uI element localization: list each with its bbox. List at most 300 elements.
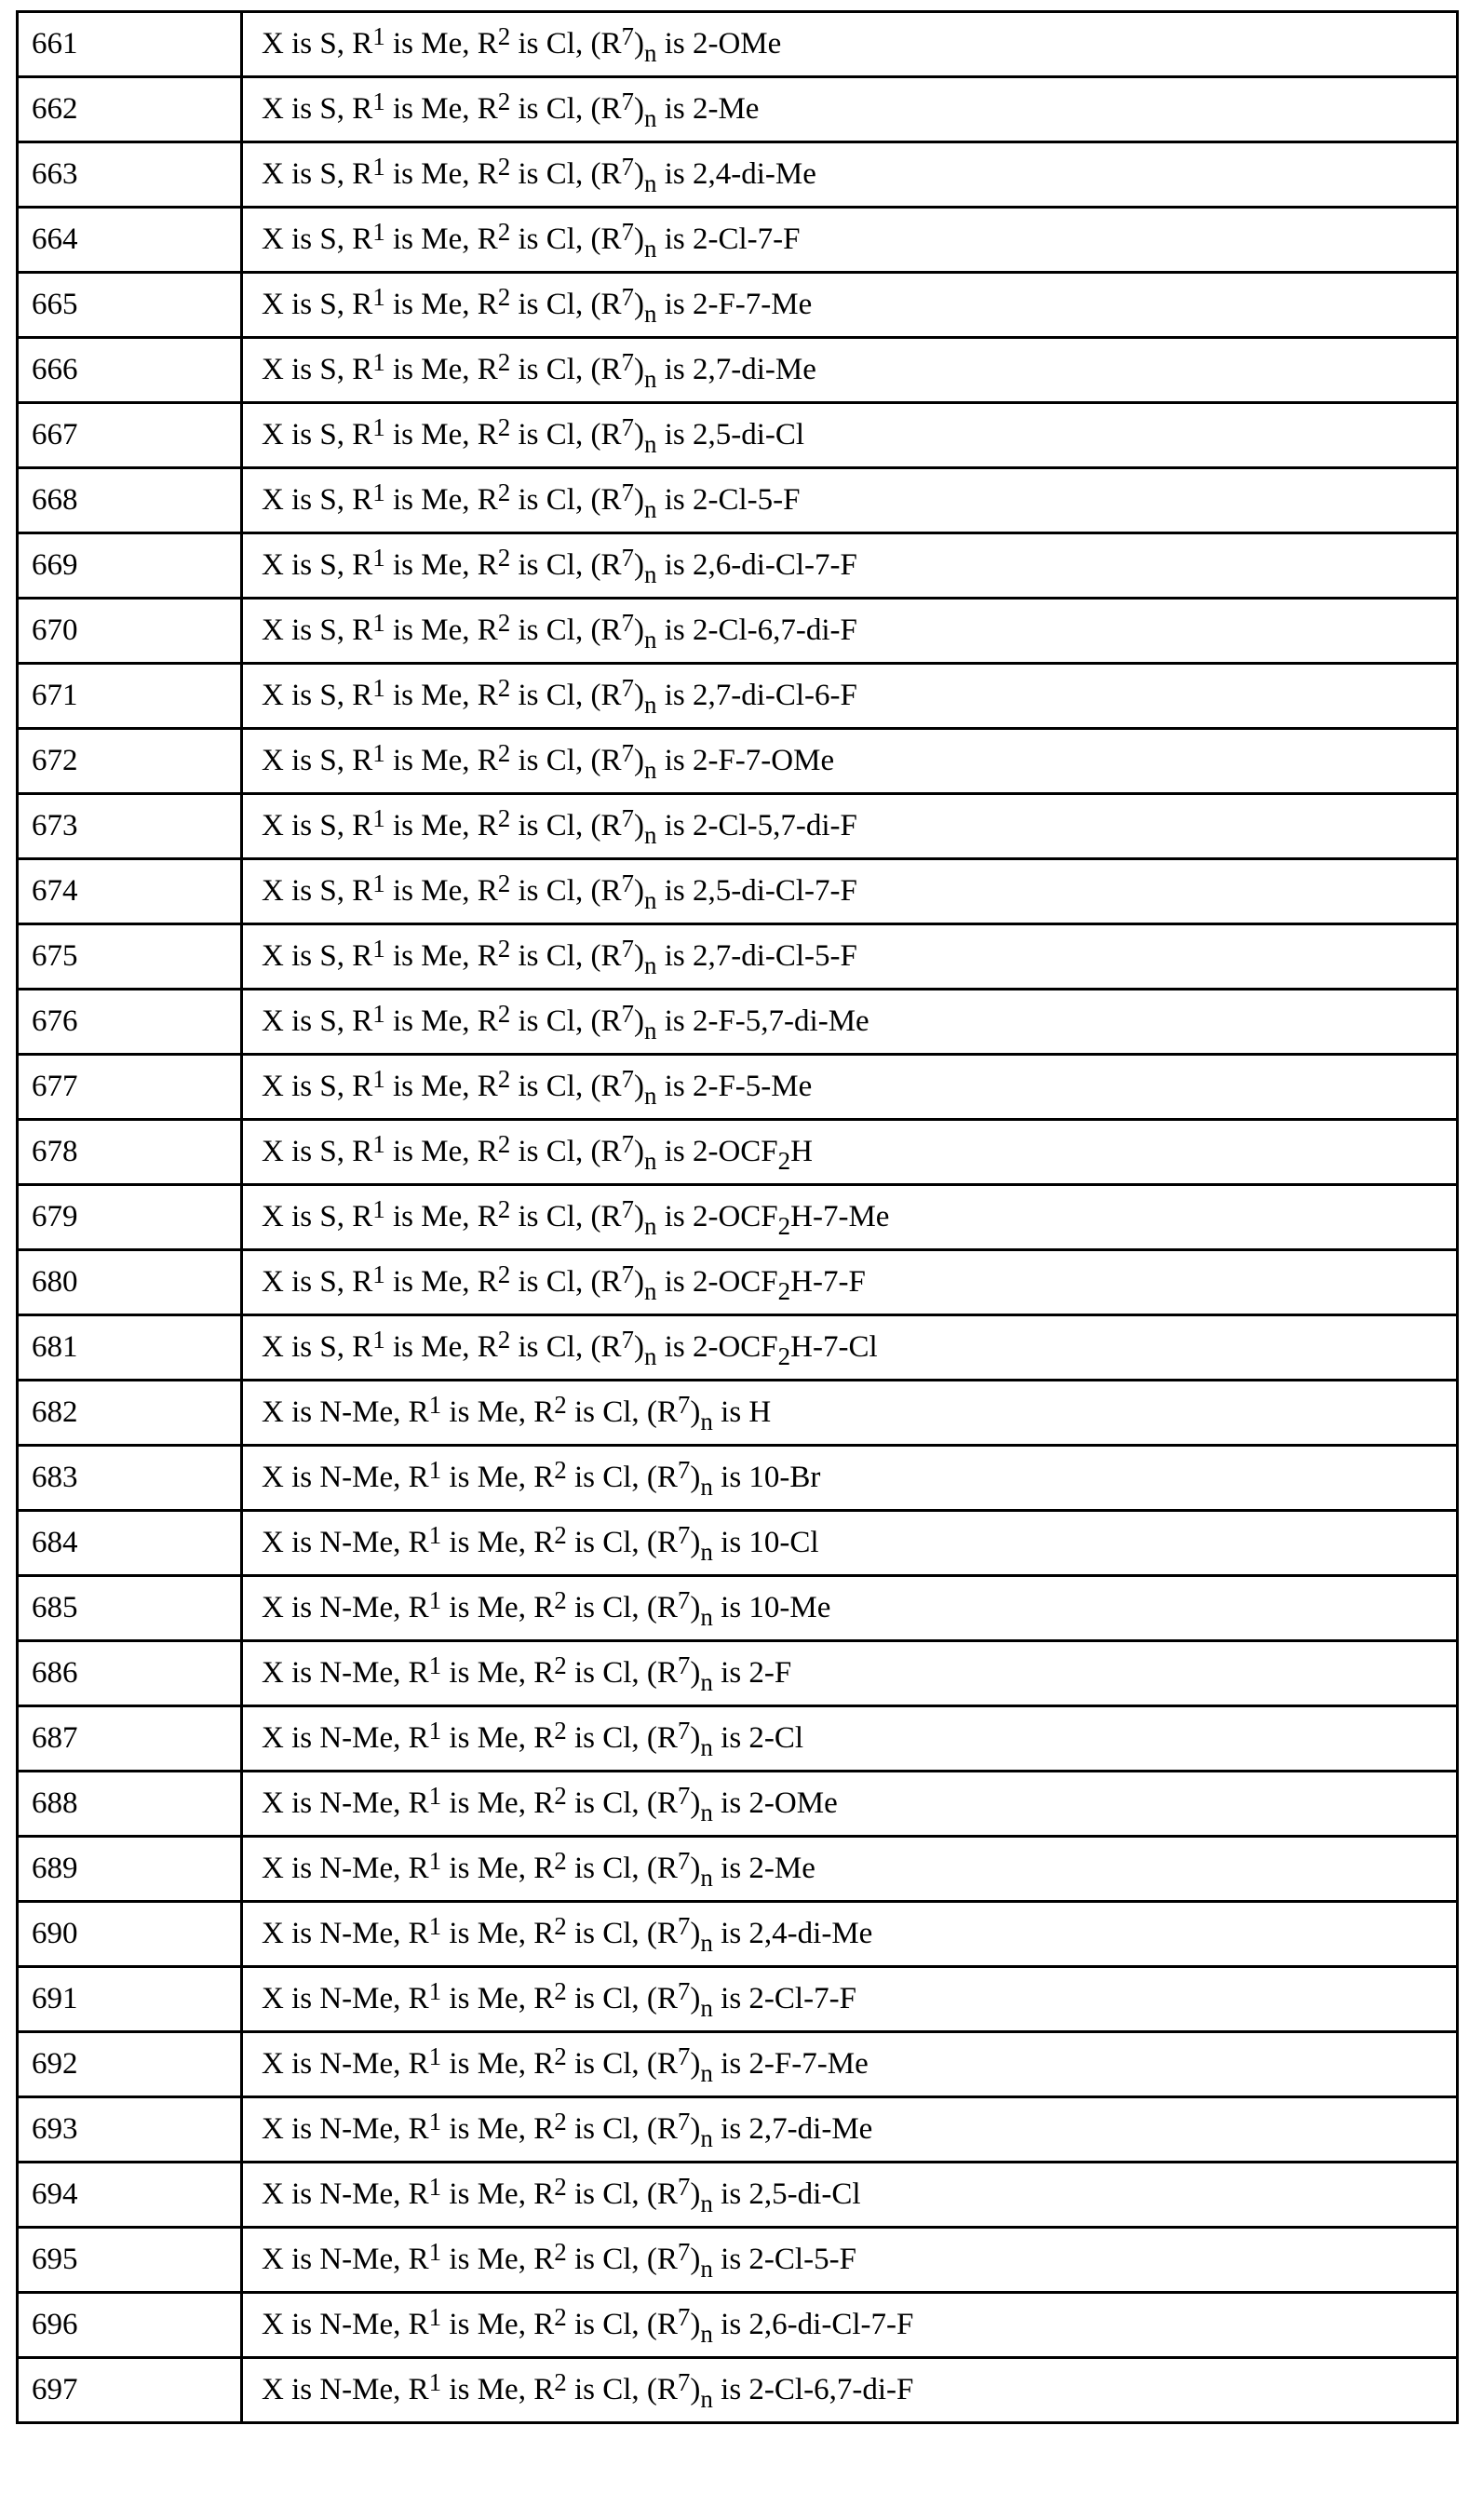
- r7-value: 2-Me: [693, 92, 759, 126]
- label-is: is: [656, 1135, 693, 1168]
- r7-value: H-7-Me: [790, 1200, 889, 1233]
- label-is: is: [656, 222, 693, 256]
- r1-value: Me: [478, 1461, 519, 1494]
- r1-value: Me: [478, 1852, 519, 1885]
- label-is: is: [510, 1330, 546, 1364]
- substituent-description-cell: [242, 1185, 1458, 1250]
- label-r7-close: ): [634, 1200, 644, 1233]
- label-x-is: X is: [262, 1200, 319, 1233]
- r2-value: Cl: [602, 1721, 631, 1755]
- separator: ,: [462, 809, 478, 842]
- r2-value: Cl: [546, 1330, 575, 1364]
- r2-value: Cl: [546, 288, 575, 321]
- label-is: is: [385, 1135, 422, 1168]
- r7-subscript-n: n: [644, 1342, 657, 1370]
- separator: ,: [631, 1591, 647, 1624]
- label-x-is: X is: [262, 1330, 319, 1364]
- separator: ,: [575, 613, 591, 647]
- label-r7-open: (R: [647, 1395, 678, 1429]
- r7-superscript: 7: [678, 1977, 691, 2005]
- label-is: is: [567, 2243, 603, 2276]
- label-r: R: [478, 1265, 498, 1299]
- separator: ,: [575, 1135, 591, 1168]
- separator: ,: [462, 1200, 478, 1233]
- r2-value: Cl: [546, 353, 575, 386]
- r2-value: Cl: [546, 1070, 575, 1103]
- label-is: is: [567, 2373, 603, 2406]
- compound-number-cell: [18, 2097, 242, 2163]
- label-r7-close: ): [690, 2177, 700, 2211]
- label-is: is: [441, 1526, 478, 1559]
- label-is: is: [385, 483, 422, 517]
- table-row: [18, 2032, 1458, 2097]
- separator: ,: [575, 1004, 591, 1038]
- r1-superscript: 1: [429, 1717, 442, 1745]
- separator: ,: [337, 809, 353, 842]
- label-x-is: X is: [262, 1070, 319, 1103]
- r7-value: 2-Cl: [748, 1721, 803, 1755]
- separator: ,: [462, 744, 478, 777]
- r1-superscript: 1: [429, 2173, 442, 2201]
- label-r7-close: ): [690, 1852, 700, 1885]
- r7-subscript-n: n: [700, 1408, 713, 1435]
- substituent-description-cell: [242, 1315, 1458, 1381]
- label-is: is: [713, 1656, 749, 1690]
- r1-value: Me: [478, 2308, 519, 2341]
- separator: ,: [462, 288, 478, 321]
- separator: ,: [575, 548, 591, 582]
- label-is: is: [656, 1004, 693, 1038]
- r1-value: Me: [478, 1982, 519, 2015]
- substituent-description-cell: [242, 12, 1458, 77]
- table-row: [18, 142, 1458, 208]
- r7-superscript: 7: [678, 1912, 691, 1940]
- compound-number: 674: [32, 874, 78, 908]
- label-is: is: [441, 1982, 478, 2015]
- r2-value: Cl: [546, 222, 575, 256]
- label-r: R: [352, 288, 372, 321]
- separator: ,: [519, 1917, 534, 1950]
- r2-value: Cl: [546, 548, 575, 582]
- compound-number-cell: [18, 142, 242, 208]
- label-is: is: [441, 1461, 478, 1494]
- table-row: [18, 729, 1458, 794]
- x-value: S: [319, 418, 336, 451]
- r7-subscript-n: n: [644, 626, 657, 654]
- label-is: is: [441, 1917, 478, 1950]
- label-x-is: X is: [262, 1004, 319, 1038]
- r7-subscript-n: n: [644, 430, 657, 458]
- r1-superscript: 1: [429, 1651, 442, 1679]
- separator: ,: [575, 288, 591, 321]
- r7-subscript-n: n: [700, 1864, 713, 1892]
- substituent-description-cell: [242, 2097, 1458, 2163]
- r1-superscript: 1: [429, 2238, 442, 2266]
- label-r: R: [352, 27, 372, 61]
- r1-superscript: 1: [429, 1586, 442, 1614]
- label-r7-open: (R: [647, 2243, 678, 2276]
- r1-superscript: 1: [372, 1130, 385, 1158]
- label-r: R: [478, 1200, 498, 1233]
- compound-number: 684: [32, 1526, 78, 1559]
- r7-superscript: 7: [678, 2368, 691, 2396]
- label-is: is: [656, 157, 693, 191]
- label-r7-open: (R: [590, 1330, 621, 1364]
- separator: ,: [462, 939, 478, 973]
- label-x-is: X is: [262, 2047, 319, 2081]
- r7-superscript: 7: [621, 804, 634, 832]
- label-r7-close: ): [690, 2373, 700, 2406]
- compound-number: 663: [32, 157, 78, 191]
- r1-superscript: 1: [429, 2368, 442, 2396]
- label-r7-close: ): [634, 418, 644, 451]
- r7-subscript-n: n: [644, 691, 657, 719]
- substituent-description-cell: [242, 1772, 1458, 1837]
- label-r7-close: ): [690, 1786, 700, 1820]
- r1-value: Me: [478, 1917, 519, 1950]
- label-r: R: [533, 1852, 554, 1885]
- label-r7-open: (R: [590, 1200, 621, 1233]
- label-r7-open: (R: [590, 1265, 621, 1299]
- separator: ,: [519, 2177, 534, 2211]
- label-r7-open: (R: [590, 744, 621, 777]
- label-r7-open: (R: [647, 1721, 678, 1755]
- label-is: is: [713, 2373, 749, 2406]
- label-is: is: [656, 939, 693, 973]
- r7-superscript: 7: [621, 1065, 634, 1093]
- r2-superscript: 2: [498, 1260, 511, 1288]
- r1-value: Me: [421, 809, 462, 842]
- label-is: is: [656, 809, 693, 842]
- table-row: [18, 599, 1458, 664]
- label-r7-close: ): [690, 2112, 700, 2146]
- label-is: is: [656, 1200, 693, 1233]
- label-r7-close: ): [690, 2308, 700, 2341]
- r7-subscript-n: n: [700, 2059, 713, 2087]
- label-x-is: X is: [262, 679, 319, 712]
- r7-value: 2-Cl-7-F: [693, 222, 801, 256]
- separator: ,: [337, 548, 353, 582]
- compound-number: 683: [32, 1461, 78, 1494]
- r1-value: Me: [478, 2112, 519, 2146]
- r2-superscript: 2: [554, 1391, 567, 1419]
- r2-superscript: 2: [498, 88, 511, 115]
- r1-value: Me: [478, 1786, 519, 1820]
- r7-value: 2-F: [748, 1656, 791, 1690]
- r7-superscript: 7: [621, 22, 634, 50]
- label-r7-close: ): [690, 2243, 700, 2276]
- table-row: [18, 1055, 1458, 1120]
- label-is: is: [713, 2112, 749, 2146]
- separator: ,: [337, 1265, 353, 1299]
- label-r: R: [409, 1395, 429, 1429]
- r1-superscript: 1: [429, 1456, 442, 1484]
- x-value: N-Me: [319, 2047, 393, 2081]
- separator: ,: [631, 1917, 647, 1950]
- label-r7-open: (R: [590, 1070, 621, 1103]
- r2-value: Cl: [602, 2308, 631, 2341]
- label-r: R: [533, 1591, 554, 1624]
- label-is: is: [385, 92, 422, 126]
- label-r: R: [352, 92, 372, 126]
- compound-number-cell: [18, 859, 242, 924]
- r7-value: 10-Me: [748, 1591, 830, 1624]
- r2-superscript: 2: [554, 1521, 567, 1549]
- separator: ,: [519, 2373, 534, 2406]
- label-x-is: X is: [262, 2308, 319, 2341]
- compound-number: 678: [32, 1135, 78, 1168]
- separator: ,: [631, 2047, 647, 2081]
- substituent-description-cell: [242, 1641, 1458, 1706]
- separator: ,: [462, 548, 478, 582]
- r1-value: Me: [421, 418, 462, 451]
- substituent-description-cell: [242, 338, 1458, 403]
- compound-number-cell: [18, 1446, 242, 1511]
- compound-number: 686: [32, 1656, 78, 1690]
- compound-number-cell: [18, 1120, 242, 1185]
- r2-value: Cl: [546, 1004, 575, 1038]
- r1-superscript: 1: [372, 88, 385, 115]
- substituent-description-cell: [242, 208, 1458, 273]
- compound-number: 690: [32, 1917, 78, 1950]
- r7-value: 2,5-di-Cl-7-F: [693, 874, 857, 908]
- table-row: [18, 468, 1458, 533]
- r7-superscript: 7: [678, 2042, 691, 2070]
- compound-table-body: [18, 12, 1458, 2423]
- r2-value: Cl: [602, 1982, 631, 2015]
- label-r7-close: ): [634, 744, 644, 777]
- r1-value: Me: [478, 2373, 519, 2406]
- r1-value: Me: [421, 1135, 462, 1168]
- label-r7-close: ): [690, 1721, 700, 1755]
- separator: ,: [337, 27, 353, 61]
- r2-superscript: 2: [498, 283, 511, 311]
- r7-value: H-7-Cl: [790, 1330, 878, 1364]
- r1-value: Me: [421, 92, 462, 126]
- label-r7-close: ): [690, 1656, 700, 1690]
- r2-superscript: 2: [554, 2368, 567, 2396]
- r2-value: Cl: [546, 744, 575, 777]
- x-value: S: [319, 92, 336, 126]
- substituent-description-cell: [242, 2358, 1458, 2423]
- label-is: is: [713, 2243, 749, 2276]
- label-r: R: [478, 27, 498, 61]
- label-r: R: [478, 157, 498, 191]
- separator: ,: [337, 744, 353, 777]
- r2-value: Cl: [602, 2243, 631, 2276]
- r7-subscript-n: n: [700, 1799, 713, 1826]
- x-value: S: [319, 1330, 336, 1364]
- separator: ,: [393, 2243, 409, 2276]
- separator: ,: [393, 1461, 409, 1494]
- compound-number-cell: [18, 338, 242, 403]
- label-is: is: [567, 2308, 603, 2341]
- x-value: S: [319, 1070, 336, 1103]
- label-is: is: [385, 353, 422, 386]
- r1-value: Me: [421, 157, 462, 191]
- substituent-description-cell: [242, 729, 1458, 794]
- label-is: is: [510, 288, 546, 321]
- r1-value: Me: [421, 874, 462, 908]
- x-value: S: [319, 548, 336, 582]
- label-is: is: [510, 483, 546, 517]
- separator: ,: [337, 939, 353, 973]
- x-value: N-Me: [319, 2373, 393, 2406]
- separator: ,: [575, 1070, 591, 1103]
- substituent-description-cell: [242, 599, 1458, 664]
- r2-value: Cl: [602, 1917, 631, 1950]
- substituent-description-cell: [242, 533, 1458, 599]
- r7-value: 2-Cl-5-F: [748, 2243, 856, 2276]
- label-r7-open: (R: [590, 613, 621, 647]
- r7-value: 2-F-7-Me: [693, 288, 812, 321]
- label-r: R: [352, 222, 372, 256]
- label-x-is: X is: [262, 418, 319, 451]
- label-is: is: [713, 1852, 749, 1885]
- label-r7-close: ): [634, 1265, 644, 1299]
- r7-subscript-n: n: [644, 1277, 657, 1305]
- label-r7-close: ): [634, 1070, 644, 1103]
- compound-number-cell: [18, 2358, 242, 2423]
- label-x-is: X is: [262, 1135, 319, 1168]
- label-r7-close: ): [690, 1591, 700, 1624]
- r7-value: 2,7-di-Me: [748, 2112, 872, 2146]
- r1-superscript: 1: [429, 2108, 442, 2136]
- label-r: R: [533, 1526, 554, 1559]
- compound-number-cell: [18, 1706, 242, 1772]
- r7-superscript: 7: [678, 1456, 691, 1484]
- separator: ,: [519, 1982, 534, 2015]
- separator: ,: [393, 2047, 409, 2081]
- substituent-description-cell: [242, 2032, 1458, 2097]
- label-is: is: [713, 1591, 749, 1624]
- label-r: R: [478, 92, 498, 126]
- r7-superscript: 7: [678, 2303, 691, 2331]
- r1-value: Me: [478, 1656, 519, 1690]
- separator: ,: [337, 1135, 353, 1168]
- label-r7-open: (R: [647, 1461, 678, 1494]
- r7-superscript: 7: [678, 1847, 691, 1875]
- label-x-is: X is: [262, 613, 319, 647]
- r7-superscript: 7: [621, 609, 634, 637]
- label-is: is: [510, 1200, 546, 1233]
- label-is: is: [385, 548, 422, 582]
- compound-number-cell: [18, 468, 242, 533]
- r7-value: 2-OCF: [693, 1330, 778, 1364]
- r7-superscript: 7: [678, 2238, 691, 2266]
- r7-subscript-n: n: [700, 2385, 713, 2413]
- label-r7-close: ): [690, 2047, 700, 2081]
- r2-superscript: 2: [498, 804, 511, 832]
- substituent-description-cell: [242, 664, 1458, 729]
- r1-superscript: 1: [372, 283, 385, 311]
- x-value: S: [319, 744, 336, 777]
- r1-value: Me: [421, 1265, 462, 1299]
- label-is: is: [713, 1461, 749, 1494]
- label-is: is: [567, 1656, 603, 1690]
- substituent-description-cell: [242, 1902, 1458, 1967]
- label-is: is: [385, 222, 422, 256]
- substituent-description-cell: [242, 2228, 1458, 2293]
- r1-superscript: 1: [372, 804, 385, 832]
- x-value: S: [319, 939, 336, 973]
- compound-number: 681: [32, 1330, 78, 1364]
- compound-number-cell: [18, 1250, 242, 1315]
- r2-value: Cl: [602, 2177, 631, 2211]
- separator: ,: [462, 874, 478, 908]
- label-is: is: [385, 679, 422, 712]
- r7-subscript-n: n: [700, 1668, 713, 1696]
- label-r7-close: ): [634, 353, 644, 386]
- separator: ,: [462, 353, 478, 386]
- table-row: [18, 208, 1458, 273]
- label-is: is: [656, 1265, 693, 1299]
- table-row: [18, 2163, 1458, 2228]
- separator: ,: [631, 1786, 647, 1820]
- label-is: is: [567, 1395, 603, 1429]
- label-r: R: [478, 288, 498, 321]
- x-value: S: [319, 27, 336, 61]
- x-value: N-Me: [319, 1721, 393, 1755]
- label-r: R: [533, 1786, 554, 1820]
- label-is: is: [656, 27, 693, 61]
- compound-number: 679: [32, 1200, 78, 1233]
- label-r: R: [352, 1135, 372, 1168]
- compound-number: 692: [32, 2047, 78, 2081]
- label-r7-open: (R: [590, 418, 621, 451]
- compound-number: 697: [32, 2373, 78, 2406]
- separator: ,: [462, 1330, 478, 1364]
- label-is: is: [510, 809, 546, 842]
- label-is: is: [713, 1786, 749, 1820]
- r7-subscript-n: n: [644, 104, 657, 132]
- separator: ,: [575, 679, 591, 712]
- r2-superscript: 2: [554, 2303, 567, 2331]
- label-is: is: [510, 939, 546, 973]
- label-is: is: [510, 1070, 546, 1103]
- separator: ,: [519, 2112, 534, 2146]
- r2-value: Cl: [546, 613, 575, 647]
- r7-value: 2-F-7-OMe: [693, 744, 834, 777]
- label-is: is: [567, 1917, 603, 1950]
- label-r: R: [478, 613, 498, 647]
- r1-superscript: 1: [372, 1260, 385, 1288]
- r7-subscript-n: n: [700, 2124, 713, 2152]
- r1-superscript: 1: [372, 869, 385, 897]
- table-row: [18, 1772, 1458, 1837]
- label-r7-close: ): [634, 874, 644, 908]
- separator: ,: [337, 1200, 353, 1233]
- separator: ,: [393, 2373, 409, 2406]
- compound-number-cell: [18, 208, 242, 273]
- label-r: R: [352, 1004, 372, 1038]
- r2-value: Cl: [602, 1786, 631, 1820]
- label-x-is: X is: [262, 1265, 319, 1299]
- r7-value-subscript: 2: [778, 1342, 791, 1370]
- r1-superscript: 1: [372, 22, 385, 50]
- label-r7-close: ): [690, 1982, 700, 2015]
- label-r7-open: (R: [590, 157, 621, 191]
- label-r: R: [533, 2308, 554, 2341]
- separator: ,: [462, 1135, 478, 1168]
- compound-number: 695: [32, 2243, 78, 2276]
- r1-superscript: 1: [372, 609, 385, 637]
- r7-subscript-n: n: [644, 1147, 657, 1175]
- table-row: [18, 1706, 1458, 1772]
- compound-number-cell: [18, 664, 242, 729]
- label-x-is: X is: [262, 744, 319, 777]
- separator: ,: [519, 1852, 534, 1885]
